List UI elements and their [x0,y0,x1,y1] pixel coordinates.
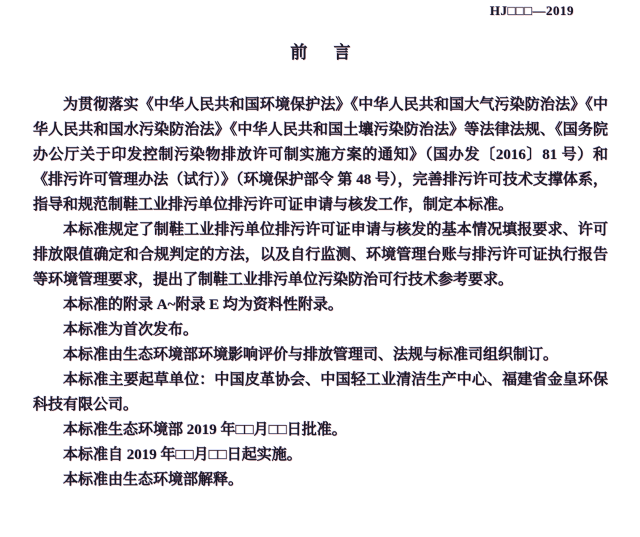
preface-body [33,93,608,493]
preface-paragraph-first-release: 本标准为首次发布。 [63,322,199,338]
preface-paragraph-scope: 本标准规定了制鞋工业排污单位排污许可证申请与核发的基本情况填报要求、许可排放限值确定和合规判定的方法，以及自行监测、环境管理台账与排污许可证执行报告等环境管理要求，提出了制鞋工业排污单位污染防治可行技术参考要求。 [33,222,608,288]
preface-paragraph-organizers: 本标准由生态环境部环境影响评价与排放管理司、法规与标准司组织制订。 [63,347,559,363]
preface-paragraph-appendices: 本标准的附录 A~附录 E 均为资料性附录。 [63,297,343,313]
preface-paragraph-purpose: 为贯彻落实《中华人民共和国环境保护法》《中华人民共和国大气污染防治法》《中华人民共和国水污染防治法》《中华人民共和国土壤污染防治法》等法律法规、《国务院办公厅关于印发控制污染物排放许可制实施方案的通知》（国办发〔2016〕81 号）和《排污许可管理办法（试行）》（环境保护部令 第 48 号），完善排污许可技术支撑体系，指导和规范制鞋工业排污单位排污许可证申请与核发工作，制定本标准。 [33,97,608,213]
preface-paragraph-approval-date: 本标准生态环境部 2019 年□□月□□日批准。 [63,422,347,438]
preface-paragraph-drafting-units: 本标准主要起草单位：中国皮革协会、中国轻工业清洁生产中心、福建省金皇环保科技有限公司。 [33,372,608,413]
preface-paragraph-effective-date: 本标准自 2019 年□□月□□日起实施。 [63,447,302,463]
page-title: 前 言 [290,43,351,62]
preface-paragraph-interpretation: 本标准由生态环境部解释。 [63,472,244,488]
standard-number: HJ□□□—2019 [489,3,574,18]
